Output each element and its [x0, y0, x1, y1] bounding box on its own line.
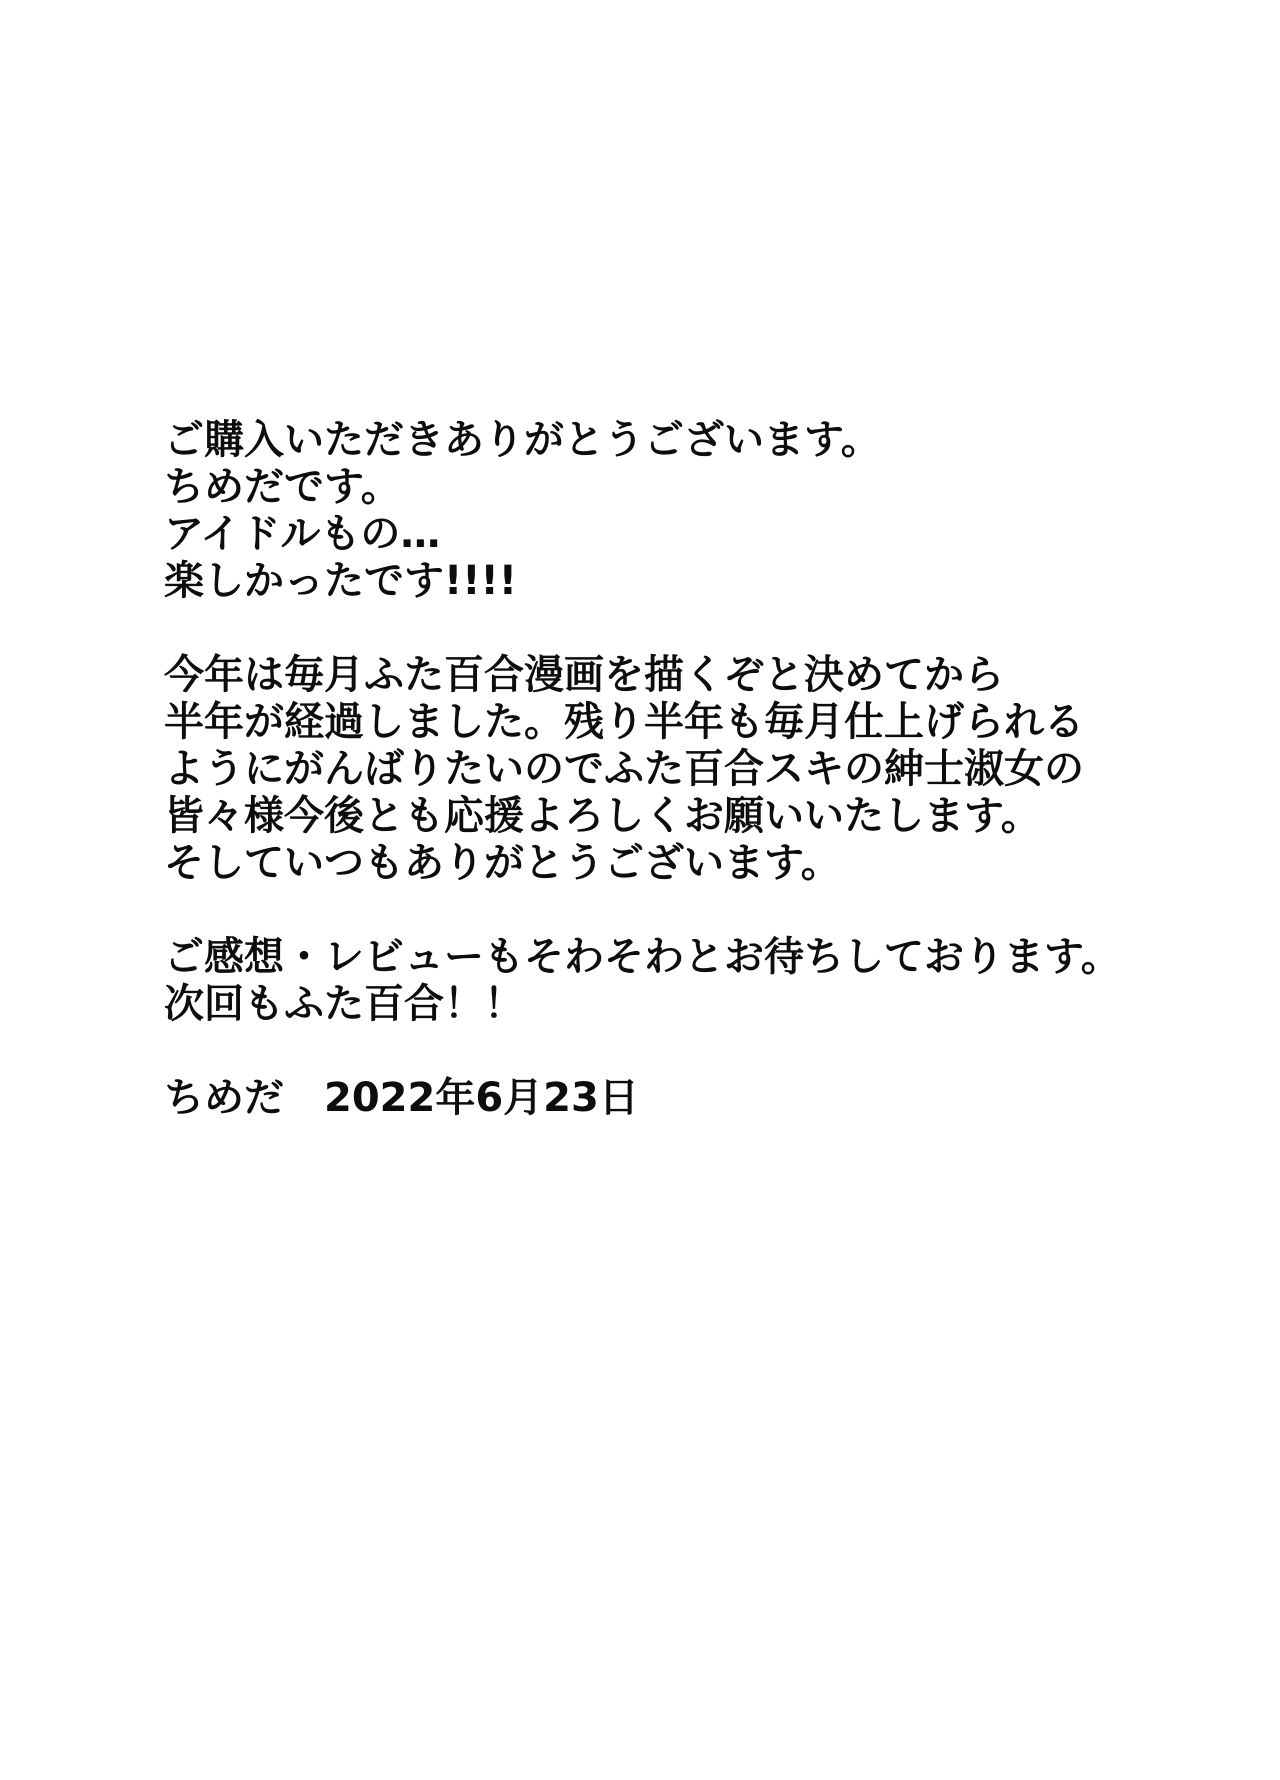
afterword-line: 楽しかったです!!!!	[164, 558, 517, 604]
afterword-text	[164, 417, 1164, 1122]
afterword-line-spacer	[164, 605, 1164, 652]
afterword-line: そしていつもありがとうございます。	[164, 840, 841, 886]
afterword-signature-line: ちめだ 2022年6月23日	[164, 1075, 639, 1121]
afterword-line: 半年が経過しました。残り半年も毎月仕上げられる	[164, 699, 1084, 745]
afterword-line: 皆々様今後とも応援よろしくお願いいたします。	[164, 793, 1041, 839]
afterword-line: 今年は毎月ふた百合漫画を描くぞと決めてから	[164, 652, 1004, 698]
afterword-line: ご感想・レビューもそわそわとお待ちしております。	[164, 934, 1121, 980]
afterword-line-spacer	[164, 887, 1164, 934]
afterword-line: ご購入いただきありがとうございます。	[164, 417, 881, 463]
afterword-line: アイドルもの…	[164, 511, 441, 557]
afterword-line-spacer	[164, 1028, 1164, 1075]
afterword-line: ちめだです。	[164, 464, 401, 510]
afterword-line: 次回もふた百合！！	[164, 981, 524, 1027]
afterword-line: ようにがんばりたいのでふた百合スキの紳士淑女の	[164, 746, 1084, 792]
